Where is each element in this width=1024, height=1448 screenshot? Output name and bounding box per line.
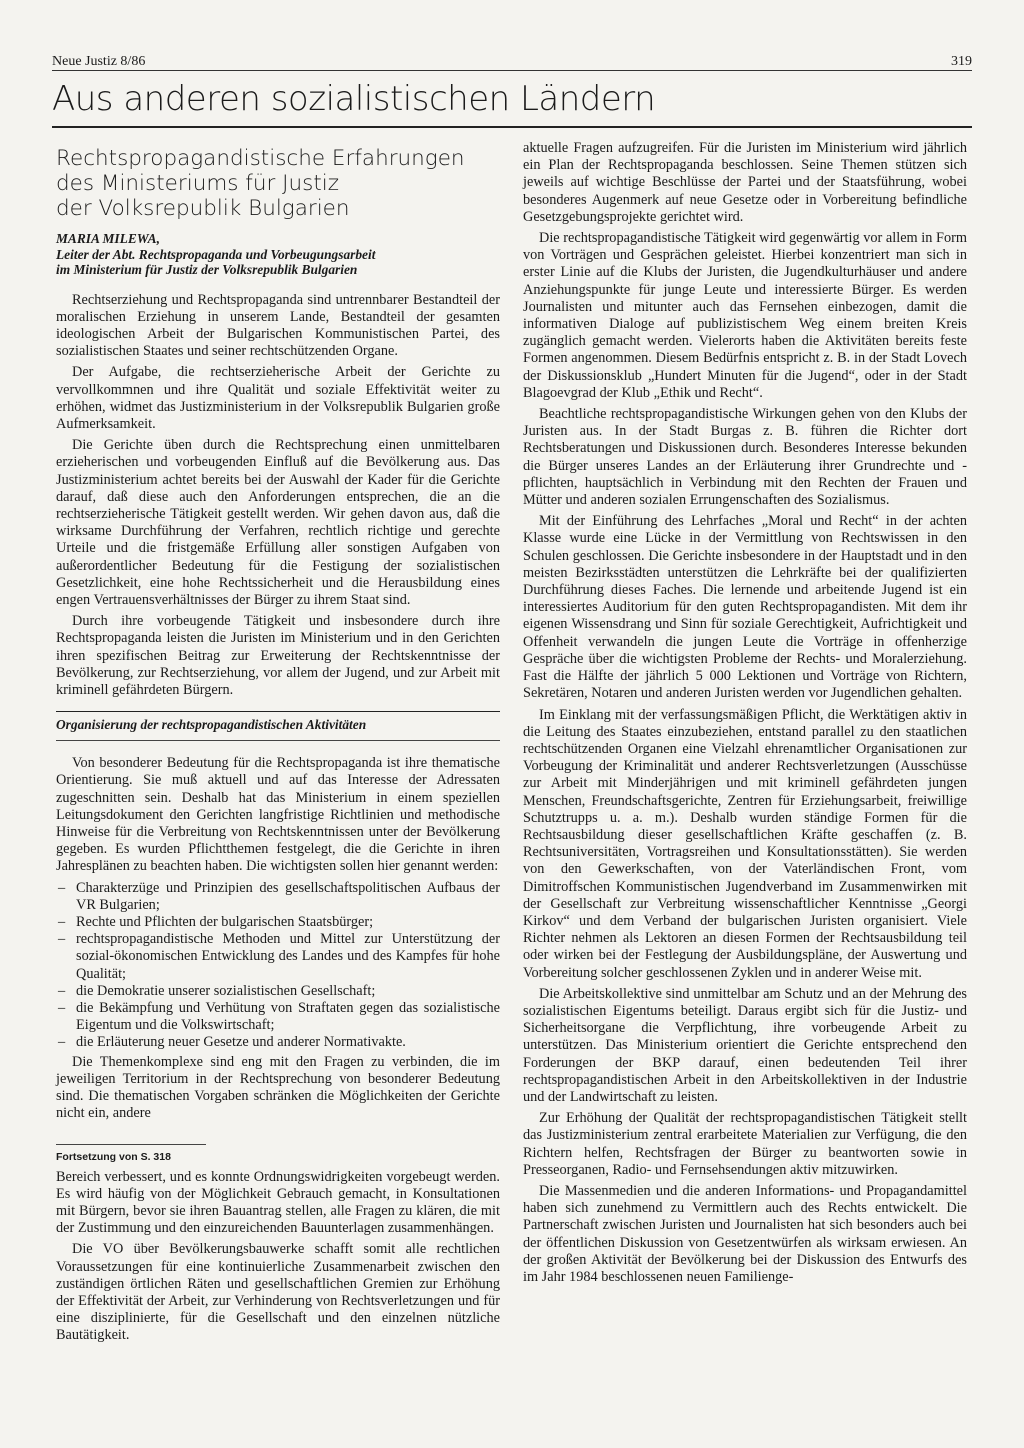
body-paragraph: aktuelle Fragen aufzugreifen. Für die Juristen im Ministerium wird jährlich ein Plan der Rechtspropaganda beschlossen. Seine Themen stützen sich jeweils auf wichtige Beschlüsse der Partei und der Staatsführung, wobei besonderes Augenmerk auf neue Gesetze oder in Vorbereitung befindliche Gesetzgebungsprojekte gerichtet wird.	[523, 140, 967, 225]
article-title-line: der Volksrepublik Bulgarien	[56, 196, 350, 221]
list-item: – Rechte und Pflichten der bulgarischen Staatsbürger;	[56, 914, 500, 931]
body-paragraph: Von besonderer Bedeutung für die Rechtspropaganda ist ihre thematische Orientierung. Sie muß aktuell und auf das Interesse der Adressaten zugeschnitten sein. Deshalb hat das Ministerium in einem speziellen Leitungsdokument den Gerichten langfristige Richtlinien und methodische Hinweise für die Verbreitung von Rechtskenntnissen unter der Bevölkerung gegeben. Es wurden Pflichtthemen festgelegt, die die Gerichte in ihren Jahresplänen zu beachten haben. Die wichtigsten sollen hier genannt werden:	[56, 755, 500, 875]
author-block	[56, 231, 500, 278]
list-item: – die Demokratie unserer sozialistischen Gesellschaft;	[56, 983, 500, 1000]
body-paragraph: Bereich verbessert, und es konnte Ordnungswidrigkeiten vorgebeugt werden. Es wird häufig von der Möglichkeit Gebrauch gemacht, in Konsultationen mit Bürgern, bevor sie ihren Bauantrag stellen, alle Fragen zu klären, die mit der Zustimmung und den einzureichenden Bauunterlagen zusammenhängen.	[56, 1168, 500, 1237]
continuation-label: Fortsetzung von S. 318	[56, 1144, 206, 1166]
body-paragraph: Mit der Einführung des Lehrfaches „Moral und Recht“ in der achten Klasse wurde eine Lücke in der Vermittlung von Rechtswissen in den Schulen geschlossen. Die Gerichte insbesondere in der Hauptstadt und in den meisten Bezirksstädten unterstützen die Lehrkräfte bei der qualifizierten Durchführung dieses Faches. Die lernende und arbeitende Jugend ist ein interessiertes Auditorium für den guten Rechtspropagandisten. Mit dem ihr eigenen Wissensdrang und Sinn für soziale Gerechtigkeit, Aufrichtigkeit und Offenheit verwandeln die jungen Leute die Vorträge in offenherzige Gespräche über die wichtigsten Probleme der Rechts- und Moralerziehung. Fast die Hälfte der jährlich 5 000 Lektionen und Vorträge von Richtern, Sekretären, Notaren und anderen Juristen werden vor Jugendlichen gehalten.	[523, 513, 967, 702]
body-paragraph: Die Massenmedien und die anderen Informations- und Propagandamittel haben sich zunehmend zu Vermittlern auch des Rechts entwickelt. Die Partnerschaft zwischen Juristen und Journalisten hat sich besonders auch bei der öffentlichen Diskussion von Gesetzentwürfen als wirksam erwiesen. An der großen Aktivität der Bevölkerung bei der Diskussion des Entwurfs des im Jahr 1984 beschlossenen neuen Familienge-	[523, 1182, 967, 1285]
article-title-line: Rechtspropagandistische Erfahrungen	[56, 146, 465, 171]
subheading-rule	[56, 711, 500, 712]
page-number: 319	[951, 54, 972, 69]
running-head	[52, 48, 972, 71]
body-paragraph: Beachtliche rechtspropagandistische Wirkungen gehen von den Klubs der Juristen aus. In der Stadt Burgas z. B. führen die Richter dort Rechtsberatungen und Diskussionen durch. Besonderes Interesse bekunden die Bürger unseres Landes an der Erläuterung ihrer Grundrechte und -pflichten, hauptsächlich in Verbindung mit den Rechten der Frauen und Mütter und anderen sozialen Errungenschaften des Sozialismus.	[523, 406, 967, 509]
right-column	[523, 140, 967, 1290]
author-role-line: Leiter der Abt. Rechtspropaganda und Vorbeugungsarbeit	[56, 246, 376, 262]
body-paragraph: Durch ihre vorbeugende Tätigkeit und insbesondere durch ihre Rechtspropaganda leisten die Juristen im Ministerium und in den Gerichten ihren spezifischen Beitrag zur Erweiterung der Rechtskenntnisse der Bevölkerung, zur Rechtserziehung, vor allem der Jugend, und zur Arbeit mit kriminell gefährdeten Bürgern.	[56, 613, 500, 698]
body-paragraph: Rechtserziehung und Rechtspropaganda sind untrennbarer Bestandteil der moralischen Erziehung in unserem Lande, Bestandteil der gesamten ideologischen Arbeit der Bulgarischen Kommunistischen Partei, des sozialistischen Staates und seiner rechtschützenden Organe.	[56, 291, 500, 360]
list-item: – Charakterzüge und Prinzipien des gesellschaftspolitischen Aufbaus der VR Bulgarien;	[56, 880, 500, 914]
body-paragraph: Im Einklang mit der verfassungsmäßigen Pflicht, die Werktätigen aktiv in die Leitung des Staates einzubeziehen, entstand parallel zu den staatlichen rechtschützenden Organen eine Vielzahl ehrenamtlicher Organisationen zur Vorbeugung der Kriminalität und anderer Rechtsverletzungen (Ausschüsse zur Arbeit mit Minderjährigen und mit kriminell gefährdeten jungen Menschen, Freundschaftsgerichte, Zentren für Erziehungsarbeit, freiwillige Schutztrupps u. a. m.). Deshalb wurden ständige Formen für die Rechtsausbildung dieser gesellschaftlichen Kräfte geschaffen (z. B. Rechtsuniversitäten, Vortragsreihen und Konsultationsstätten). Sie werden von den Gewerkschaften, von der Vaterländischen Front, vom Dimitroffschen Kommunistischen Jugendverband im Zusammenwirken mit der Gesellschaft zur Verbreitung wissenschaftlicher Kenntnisse „Georgi Kirkov“ und dem Verband der bulgarischen Juristen organisiert. Viele Richter nehmen als Lektoren an diesen Formen der Rechtsausbildung teil oder wirken bei der Festlegung der Ausbildungspläne, der Auswertung und Vorbereitung solcher geschlossenen Zyklen und in anderer Weise mit.	[523, 706, 967, 981]
body-paragraph: Die VO über Bevölkerungsbauwerke schafft somit alle rechtlichen Voraussetzungen für eine kontinuierliche Zusammenarbeit zwischen den zuständigen örtlichen Räten und gesellschaftlichen Gremien zur Erhöhung der Effektivität der Arbeit, zur Verhinderung von Rechtsverletzungen und für eine disziplinierte, für die Gesellschaft und den einzelnen nützliche Bautätigkeit.	[56, 1241, 500, 1344]
left-column	[56, 140, 500, 1349]
body-paragraph: Die rechtspropagandistische Tätigkeit wird gegenwärtig vor allem in Form von Vorträgen und Gesprächen geleistet. Hierbei konzentriert man sich in erster Linie auf die Klubs der Juristen, die Jugendkulturhäuser und andere Anziehungspunkte für junge Leute und interessierte Bürger. Es werden Journalisten und mitunter auch das Fernsehen einbezogen, damit die informativen Dialoge auf publizistischem Weg einem breiten Kreis zugänglich gemacht werden. Vielerorts haben die Aktivitäten bereits feste Formen angenommen. Diesem Bedürfnis entspricht z. B. in der Stadt Lovech der Diskussionsklub „Hundert Minuten für die Jugend“, oder in der Stadt Blagoevgrad der Klub „Ethik und Recht“.	[523, 230, 967, 401]
body-paragraph: Der Aufgabe, die rechtserzieherische Arbeit der Gerichte zu vervollkommnen und ihre Qualität und soziale Effektivität weiter zu erhöhen, widmet das Justizministerium in der Volksrepublik Bulgarien große Aufmerksamkeit.	[56, 364, 500, 432]
list-item: – die Bekämpfung und Verhütung von Straftaten gegen das sozialistische Eigentum und die Volkswirtschaft;	[56, 1000, 500, 1034]
author-name: MARIA MILEWA,	[56, 231, 160, 246]
journal-issue: Neue Justiz 8/86	[52, 54, 146, 69]
article-title	[56, 146, 500, 221]
topics-list	[56, 880, 500, 1052]
body-paragraph: Die Gerichte üben durch die Rechtsprechung einen unmittelbaren erzieherischen und vorbeugenden Einfluß auf die Bevölkerung aus. Das Justizministerium achtet bereits bei der Auswahl der Kader für die Gerichte darauf, daß diese auch den Anforderungen entsprechen, die an die rechtserzieherische Tätigkeit gestellt werden. Wir gehen davon aus, daß die wirksame Durchführung der Verfahren, rechtlich richtige und gerechte Urteile und die fristgemäße Erfüllung aller sonstigen Aufgaben von außerordentlicher Bedeutung für die Festigung der sozialistischen Gesetzlichkeit, eine hohe Rechtssicherheit und die Herausbildung eines engen Vertrauensverhältnisses der Bürger zu ihrem Staat sind.	[56, 437, 500, 608]
body-paragraph: Die Themenkomplexe sind eng mit den Fragen zu verbinden, die im jeweiligen Territorium in der Rechtsprechung von besonderer Bedeutung sind. Die thematischen Vorgaben schränken die Möglichkeiten der Gerichte nicht ein, andere	[56, 1053, 500, 1122]
list-item: – die Erläuterung neuer Gesetze und anderer Normativakte.	[56, 1034, 500, 1051]
subheading: Organisierung der rechtspropagandistischen Aktivitäten	[56, 716, 500, 741]
list-item: – rechtspropagandistische Methoden und Mittel zur Unterstützung der sozial-ökonomischen Entwicklung des Landes und des Kampfes für hohe Qualität;	[56, 931, 500, 983]
section-title: Aus anderen sozialistischen Ländern	[52, 72, 972, 128]
body-paragraph: Zur Erhöhung der Qualität der rechtspropagandistischen Tätigkeit stellt das Justizministerium zentral erarbeitete Materialien zur Verfügung, die den Richtern helfen, Rechtsfragen der Bürger zu beantworten sowie in Presseorganen, Radio- und Fernsehsendungen aktiv mitzuwirken.	[523, 1110, 967, 1178]
author-role-line: im Ministerium für Justiz der Volksrepublik Bulgarien	[56, 262, 358, 277]
body-paragraph: Die Arbeitskollektive sind unmittelbar am Schutz und an der Mehrung des sozialistischen Eigentums beteiligt. Daraus ergibt sich für die Justiz- und Sicherheitsorgane die Verpflichtung, ihre vorbeugende Arbeit zu unterstützen. Das Ministerium orientiert die Gerichte entsprechend den Forderungen der BKP darauf, einen bedeutenden Teil ihrer rechtspropagandistischen Arbeit in den Arbeitskollektiven in der Industrie und der Landwirtschaft zu leisten.	[523, 985, 967, 1105]
article-title-line: des Ministeriums für Justiz	[56, 171, 340, 196]
